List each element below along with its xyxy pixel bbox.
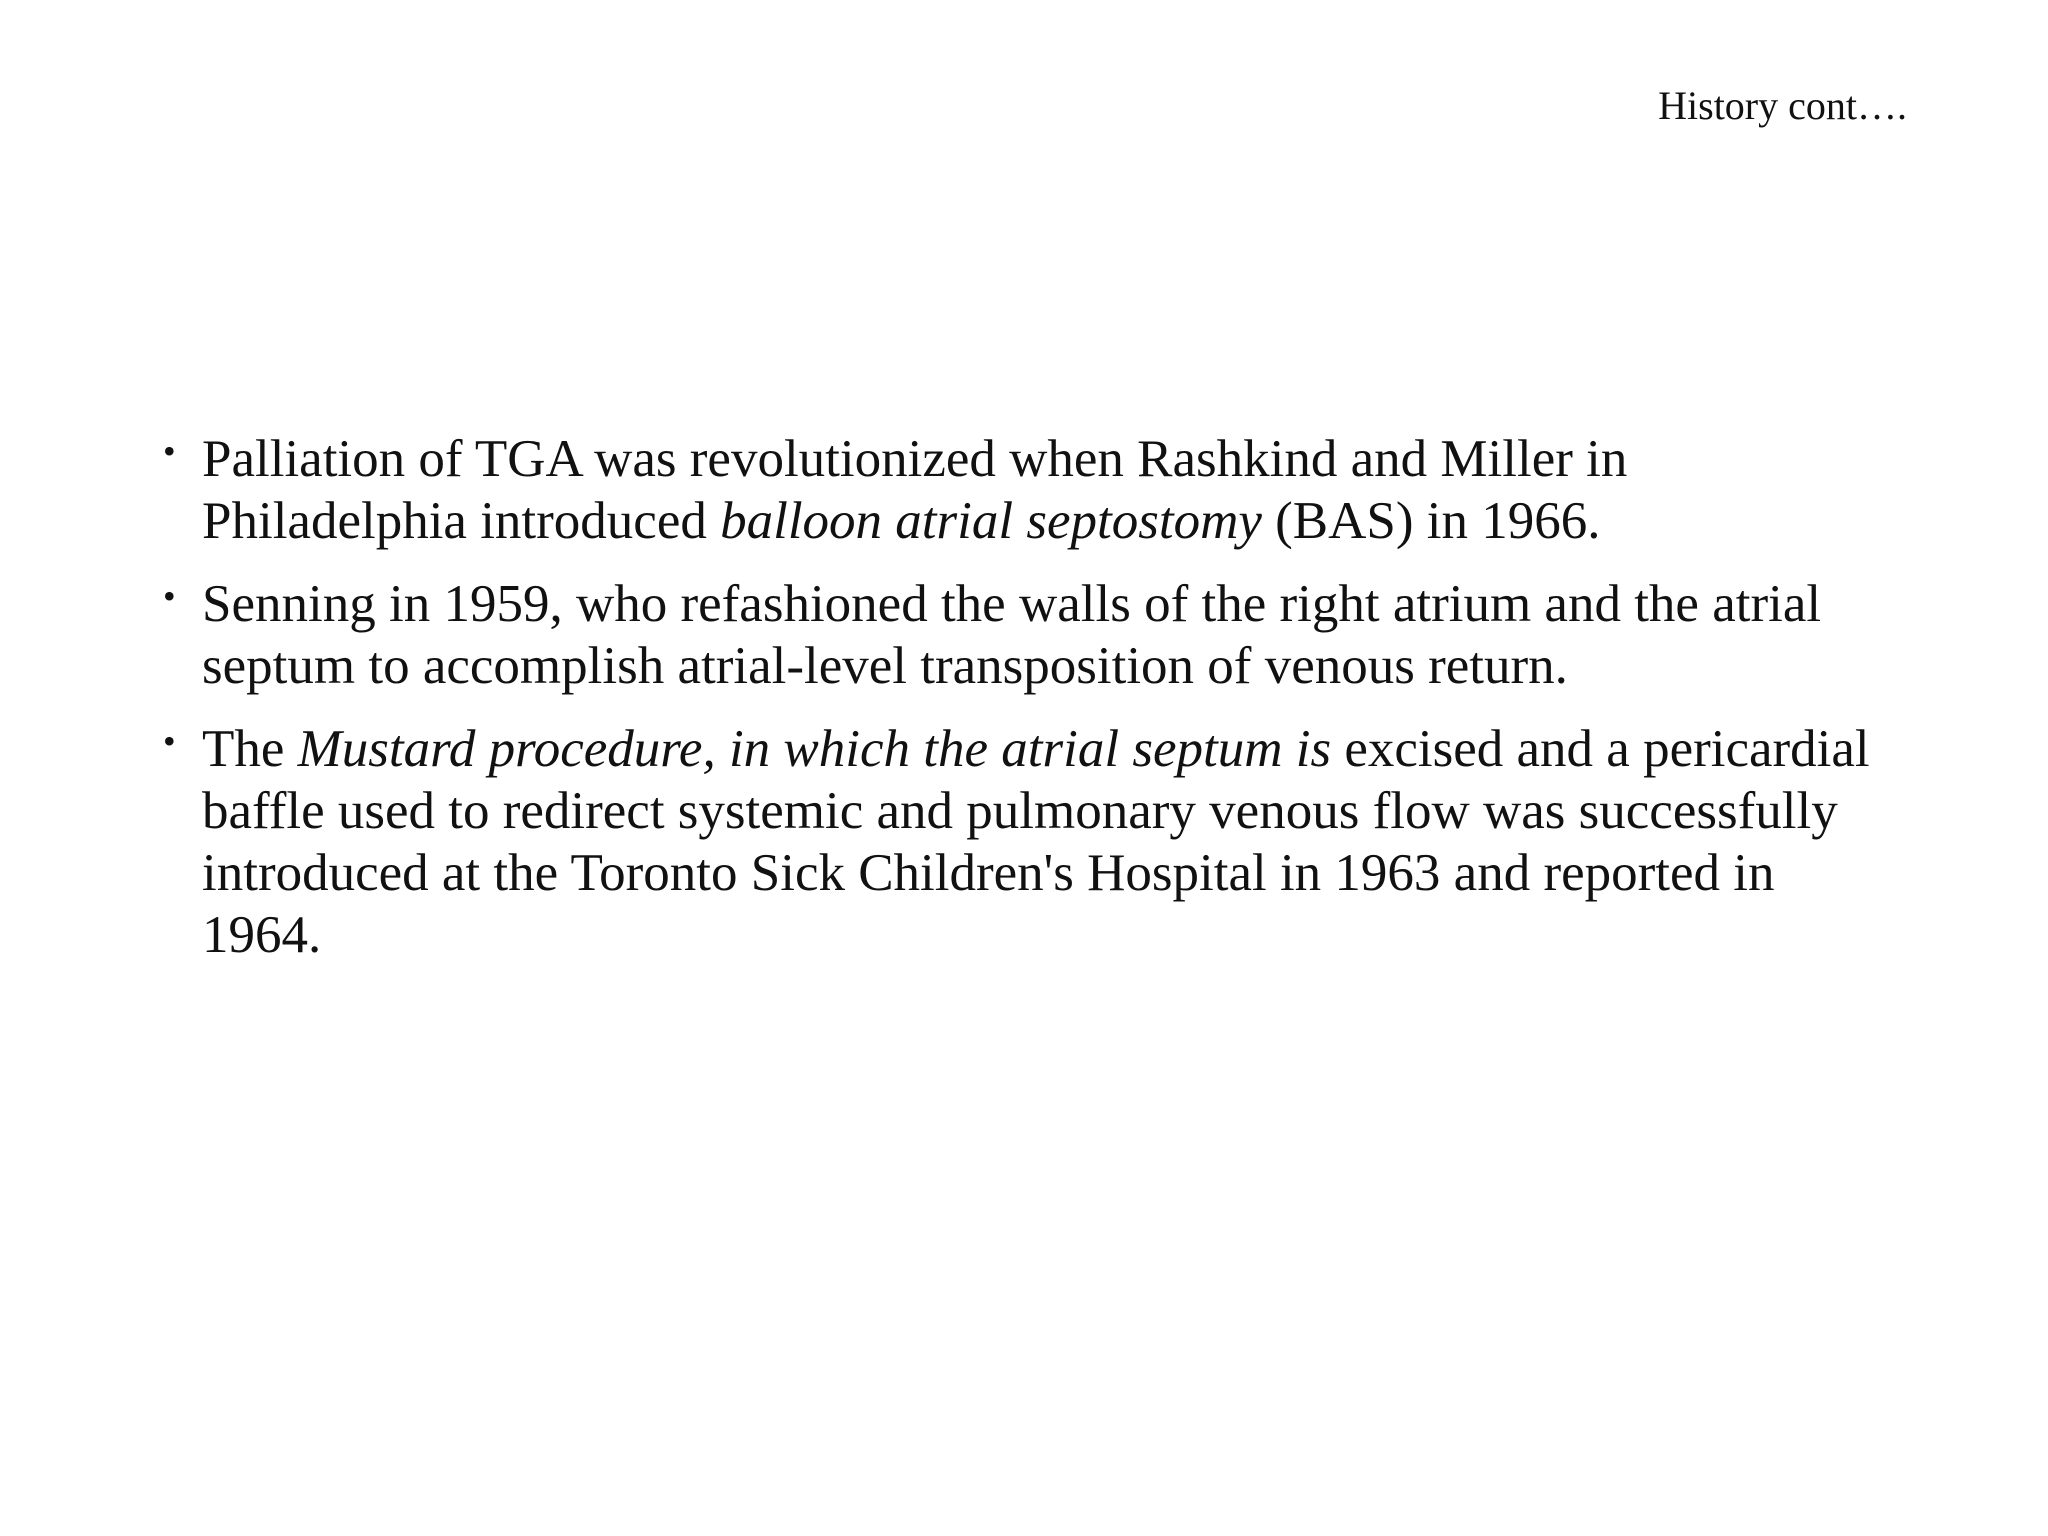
bullet-icon: •: [163, 431, 176, 471]
bullet-text: Palliation of TGA was revolutionized when Rashkind and Miller in Philadelphia introduced: [202, 430, 1628, 550]
bullet-text: (BAS) in 1966.: [1261, 492, 1601, 550]
bullet-emphasis: Mustard procedure, in which the atrial septum is: [297, 720, 1332, 778]
bullet-text: The: [202, 720, 298, 778]
bullet-item-senning: [163, 573, 1883, 697]
bullet-list: [163, 428, 1883, 987]
bullet-emphasis: balloon atrial septostomy: [720, 492, 1262, 550]
bullet-icon: •: [163, 576, 176, 616]
slide-title: History cont….: [1658, 83, 1907, 128]
bullet-text: excised and a pericardial baffle used to redirect systemic and pulmonary venous flow was successfully introduced at the Toronto Sick Children's Hospital in 1963 and reported in 1964.: [202, 720, 1870, 964]
bullet-text: Senning in 1959, who refashioned the walls of the right atrium and the atrial septum to accomplish atrial-level transposition of venous return.: [202, 575, 1822, 695]
bullet-item-mustard: [163, 718, 1883, 966]
bullet-icon: •: [163, 721, 176, 761]
bullet-item-bas: [163, 428, 1883, 552]
